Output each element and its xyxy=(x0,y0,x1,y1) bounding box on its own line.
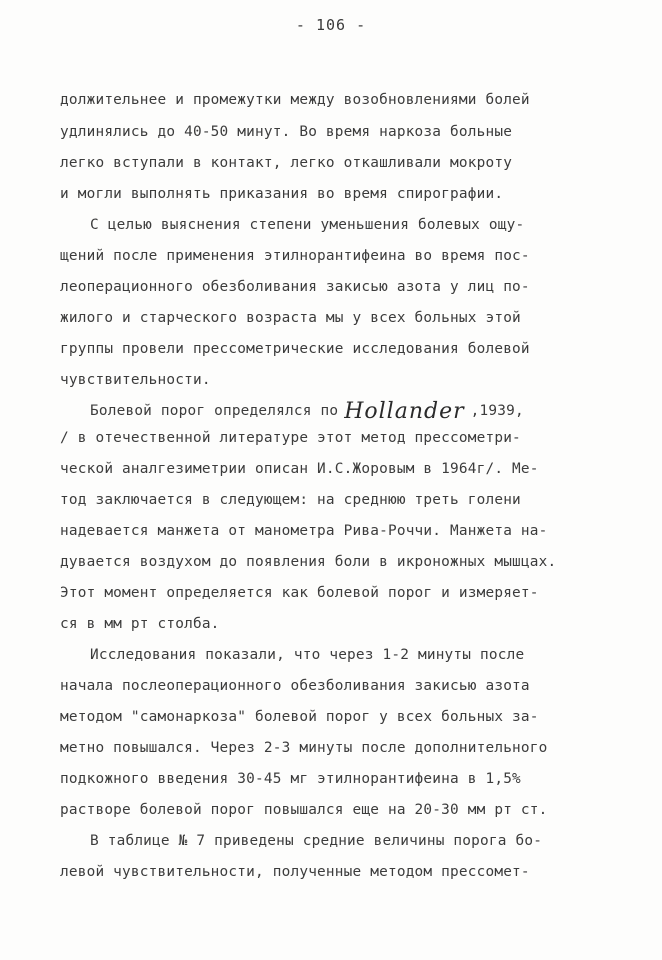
text-fragment: Болевой порог определялся по xyxy=(90,403,339,419)
text-line: леоперационного обезболивания закисью азота у лиц по- xyxy=(60,279,530,295)
text-line: группы провели прессометрические исследования болевой xyxy=(60,341,530,357)
text-line: подкожного введения 30-45 мг этилнорантифеина в 1,5% xyxy=(60,771,521,787)
text-line: щений после применения этилнорантифеина во время пос- xyxy=(60,248,530,264)
text-line: методом "самонаркоза" болевой порог у всех больных за- xyxy=(60,709,539,725)
text-line: / в отечественной литературе этот метод прессометри- xyxy=(60,430,521,446)
text-line: начала послеоперационного обезболивания закисью азота xyxy=(60,678,530,694)
handwritten-name: Hollander xyxy=(344,399,465,424)
text-line: Исследования показали, что через 1-2 минуты после xyxy=(90,647,525,663)
text-line: растворе болевой порог повышался еще на 20-30 мм рт ст. xyxy=(60,802,548,818)
text-line: дувается воздухом до появления боли в икроножных мышцах. xyxy=(60,554,557,570)
text-fragment: ,1939, xyxy=(470,403,524,419)
text-line: С целью выяснения степени уменьшения болевых ощу- xyxy=(90,217,525,233)
text-line: В таблице № 7 приведены средние величины порога бо- xyxy=(90,833,543,849)
text-line: легко вступали в контакт, легко откашливали мокроту xyxy=(60,155,513,171)
text-line: метно повышался. Через 2-3 минуты после дополнительного xyxy=(60,740,548,756)
text-line: левой чувствительности, полученные методом прессомет- xyxy=(60,864,530,880)
text-line: чувствительности. xyxy=(60,372,211,388)
text-line-with-name xyxy=(90,399,524,424)
text-line: и могли выполнять приказания во время спирографии. xyxy=(60,186,504,202)
text-line: жилого и старческого возраста мы у всех больных этой xyxy=(60,310,521,326)
text-line: ческой аналгезиметрии описан И.С.Жоровым в 1964г/. Ме- xyxy=(60,461,539,477)
text-line: должительнее и промежутки между возобновлениями болей xyxy=(60,92,530,108)
page-number: - 106 - xyxy=(295,16,367,34)
text-line: тод заключается в следующем: на среднюю треть голени xyxy=(60,492,521,508)
text-line: Этот момент определяется как болевой порог и измеряет- xyxy=(60,585,539,601)
text-line: ся в мм рт столба. xyxy=(60,616,220,632)
text-line: надевается манжета от манометра Рива-Роччи. Манжета на- xyxy=(60,523,548,539)
text-line: удлинялись до 40-50 минут. Во время наркоза больные xyxy=(60,124,513,140)
